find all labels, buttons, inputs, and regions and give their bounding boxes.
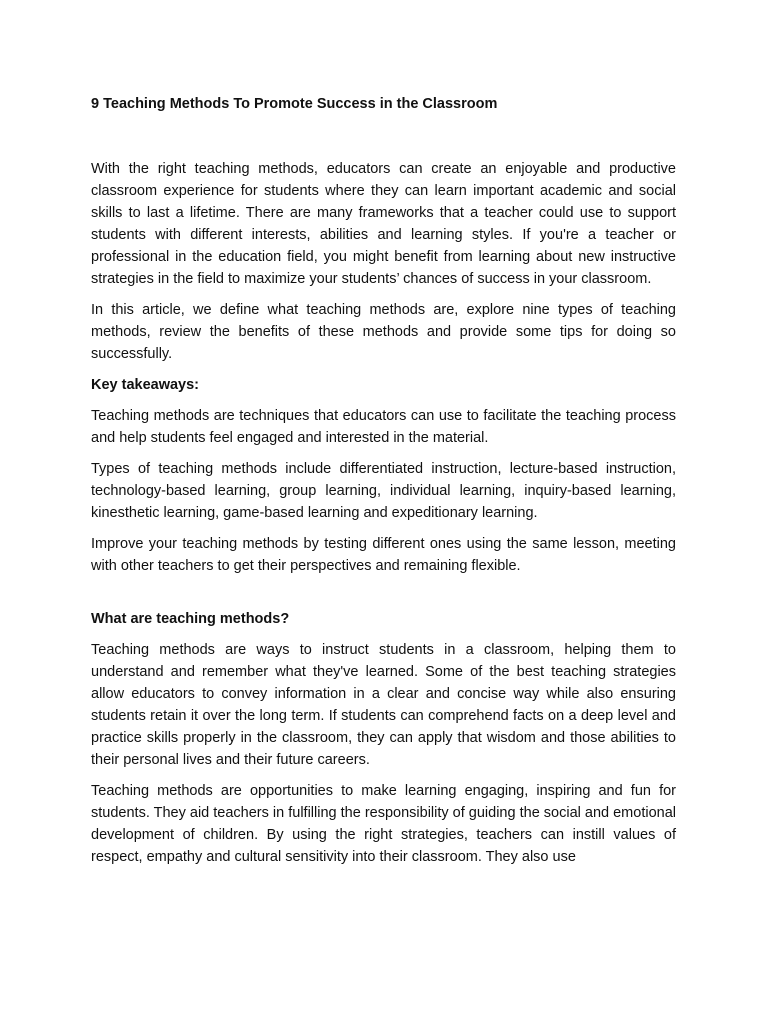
- key-takeaway-item: Improve your teaching methods by testing different ones using the same lesson, meeting with other teachers to get their perspectives and remaining flexible.: [91, 536, 676, 574]
- intro-paragraph-1: With the right teaching methods, educators can create an enjoyable and productive classroom experience for students where they can learn important academic and social skills to last a lifetime. There are many frameworks that a teacher could use to support students with different interests, abilities and learning styles. If you're a teacher or professional in the education field, you might benefit from learning about new instructive strategies in the field to maximize your students’ chances of success in your classroom.: [91, 161, 676, 287]
- what-are-heading: What are teaching methods?: [91, 611, 290, 627]
- key-takeaway-item: Types of teaching methods include differentiated instruction, lecture-based instruction, technology-based learning, group learning, individual learning, inquiry-based learning, kinesthetic learning, game-based learning and expeditionary learning.: [91, 461, 676, 521]
- document-title: 9 Teaching Methods To Promote Success in the Classroom: [91, 96, 498, 112]
- intro-paragraph-2: In this article, we define what teaching methods are, explore nine types of teaching methods, review the benefits of these methods and provide some tips for doing so successfully.: [91, 302, 676, 362]
- key-takeaway-item: Teaching methods are techniques that educators can use to facilitate the teaching process and help students feel engaged and interested in the material.: [91, 408, 676, 446]
- key-takeaways-heading: Key takeaways:: [91, 377, 200, 393]
- what-are-paragraph-1: Teaching methods are ways to instruct students in a classroom, helping them to understand and remember what they've learned. Some of the best teaching strategies allow educators to convey information in a clear and concise way while also ensuring students retain it over the long term. If students can comprehend facts on a deep level and practice skills properly in the classroom, they can apply that wisdom and those abilities to their personal lives and their future careers.: [91, 642, 676, 768]
- document-content: [91, 94, 676, 877]
- what-are-paragraph-2: Teaching methods are opportunities to make learning engaging, inspiring and fun for students. They aid teachers in fulfilling the responsibility of guiding the social and emotional development of children. By using the right strategies, teachers can instill values of respect, empathy and cultural sensitivity into their classroom. They also use: [91, 783, 676, 865]
- section-spacer: [91, 586, 676, 608]
